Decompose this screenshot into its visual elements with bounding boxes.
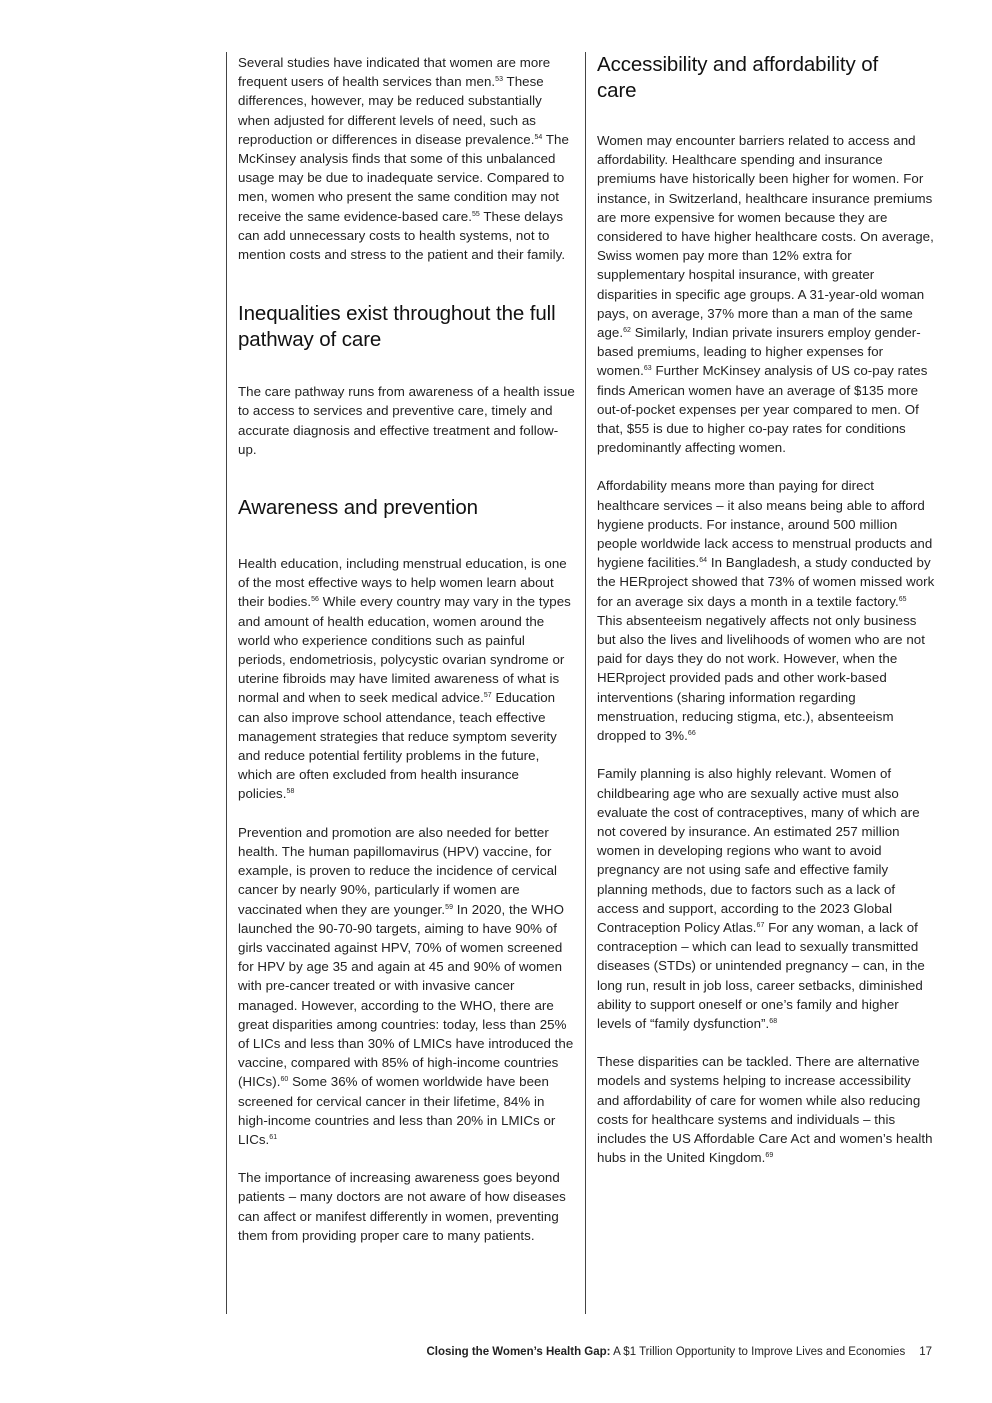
paragraph-prevention-hpv: Prevention and promotion are also needed for better health. The human papillomavirus (HPV) vaccine, for example, is proven to reduce the incidence of cervical cancer by nearly 90%, particularly if women are vaccinated when they are younger.$^{59}$ In 2020, the WHO launched the 90-70-90 targets, aiming to have 90% of girls vaccinated against HPV, 70% of women screened for HPV by age 35 and again at 45 and 90% of women with pre-cancer treated or with invasive cancer managed. However, according to the WHO, there are great disparities among countries: today, less than 25% of LICs and less than 30% of LMICs have introduced the vaccine, compared with 85% of high-income countries (HICs).$^{60}$ Some 36% of women worldwide have been screened for cervical cancer in their lifetime, 84% in high-income countries and less than 20% in LMICs or LICs.$^{61}$ <box>238 824 574 1147</box>
paragraph-care-pathway: The care pathway runs from awareness of a health issue to access to services and preventive care, timely and accurate diagnosis and effective treatment and follow-up. <box>238 384 575 457</box>
footnote-ref: 59 <box>445 903 454 911</box>
footer-title-bold: Closing the Women’s Health Gap: <box>426 1346 611 1358</box>
paragraph-health-service-usage: Several studies have indicated that women are more frequent users of health services than men.$^{53}$ These differences, however, may be reduced substantially when adjusted for different levels of need, such as reproduction or differences in disease prevalence.$^{54}$ The McKinsey analysis finds that some of this unbalanced usage may be due to inadequate service. Compared to men, women who present the same condition may not receive the same evidence-based care.$^{55}$ These delays can add unnecessary costs to health systems, not to mention costs and stress to the patient and their family. <box>238 55 569 263</box>
page-number: 17 <box>919 1346 932 1358</box>
right-column <box>585 52 935 1314</box>
footnote-ref: 57 <box>483 692 492 700</box>
footnote-ref: 66 <box>687 730 696 738</box>
paragraph-health-education: Health education, including menstrual education, is one of the most effective ways to help women learn about their bodies.$^{56}$ While every country may vary in the types and amount of health education, women around the world who experience conditions such as painful periods, endometriosis, polycystic ovarian syndrome or uterine fibroids may have limited awareness of what is normal and when to seek medical advice.$^{57}$ Education can also improve school attendance, teach effective management strategies that reduce symptom severity and reduce potential fertility problems in the future, which are often excluded from health insurance policies.$^{58}$ <box>238 556 571 802</box>
footnote-ref: 56 <box>311 596 319 604</box>
paragraph-insurance-premiums: Women may encounter barriers related to access and affordability. Healthcare spending and insurance premiums have historically been higher for women. For instance, in Switzerland, healthcare insurance premiums are more expensive for women because they are considered to have higher healthcare costs. On average, Swiss women pay more than 12% extra for supplementary hospital insurance, with greater disparities in specific age groups. A 31-year-old woman pays, on average, 37% more than a man of the same age.$^{62}$ Similarly, Indian private insurers employ gender-based premiums, leading to higher expenses for women.$^{63}$ Further McKinsey analysis of US co-pay rates finds American women have an average of $135 more out-of-pocket expenses per year compared to men. Of that, $55 is due to higher co-pay rates for conditions predominantly affecting women. <box>597 133 934 456</box>
footnote-ref: 67 <box>756 921 765 929</box>
heading-inequalities: Inequalities exist throughout the full pathway of care <box>238 302 556 352</box>
paragraph-family-planning: Family planning is also highly relevant. Women of childbearing age who are sexually active must also evaluate the cost of contraceptives, many of which are not covered by insurance. An estimated 257 million women in developing regions who want to avoid pregnancy are not using safe and effective family planning methods, due to factors such as a lack of access and support, according to the 2023 Global Contraception Policy Atlas.$^{67}$ For any woman, a lack of contraception – which can lead to sexually transmitted diseases (STDs) or unintended pregnancy – can, in the long run, result in job loss, career setbacks, diminished ability to support oneself or one’s family and higher levels of “family dysfunction”.$^{68}$ <box>597 766 925 1031</box>
paragraph-disparities-tackled: These disparities can be tackled. There are alternative models and systems helping to increase accessibility and affordability of care for women while also reducing costs for healthcare systems and individuals – this includes the US Affordable Care Act and women’s health hubs in the United Kingdom.$^{69}$ <box>597 1054 933 1166</box>
footnote-ref: 69 <box>765 1152 774 1160</box>
heading-accessibility-affordability: Accessibility and affordability of care <box>597 53 879 102</box>
footnote-ref: 58 <box>286 788 295 796</box>
heading-awareness-prevention: Awareness and prevention <box>238 496 478 520</box>
footnote-ref: 68 <box>769 1017 778 1025</box>
footer-title-rest: A $1 Trillion Opportunity to Improve Lives and Economies <box>610 1346 906 1358</box>
footnote-ref: 60 <box>280 1076 289 1084</box>
footnote-ref: 64 <box>699 557 708 565</box>
page-footer <box>426 1346 932 1358</box>
left-column <box>226 52 576 1314</box>
footnote-ref: 54 <box>534 133 543 141</box>
footnote-ref: 61 <box>269 1133 278 1141</box>
paragraph-awareness-doctors: The importance of increasing awareness goes beyond patients – many doctors are not aware of how diseases can affect or manifest differently in women, preventing them from providing proper care to many patients. <box>238 1170 566 1243</box>
footnote-ref: 65 <box>898 595 907 603</box>
footnote-ref: 62 <box>623 327 631 335</box>
footnote-ref: 55 <box>471 210 480 218</box>
footnote-ref: 63 <box>643 365 652 373</box>
paragraph-hygiene-products: Affordability means more than paying for direct healthcare services – it also means being able to afford hygiene products. For instance, around 500 million people worldwide lack access to menstrual products and hygiene facilities.$^{64}$ In Bangladesh, a study conducted by the HERproject showed that 73% of women missed work for an average six days a month in a textile factory.$^{65}$ This absenteeism negatively affects not only business but also the lives and livelihoods of women who are not paid for days they do not work. However, when the HERproject provided pads and other work-based interventions (sharing information regarding menstruation, reducing stigma, etc.), absenteeism dropped to 3%.$^{66}$ <box>597 478 935 744</box>
footnote-ref: 53 <box>495 76 504 84</box>
